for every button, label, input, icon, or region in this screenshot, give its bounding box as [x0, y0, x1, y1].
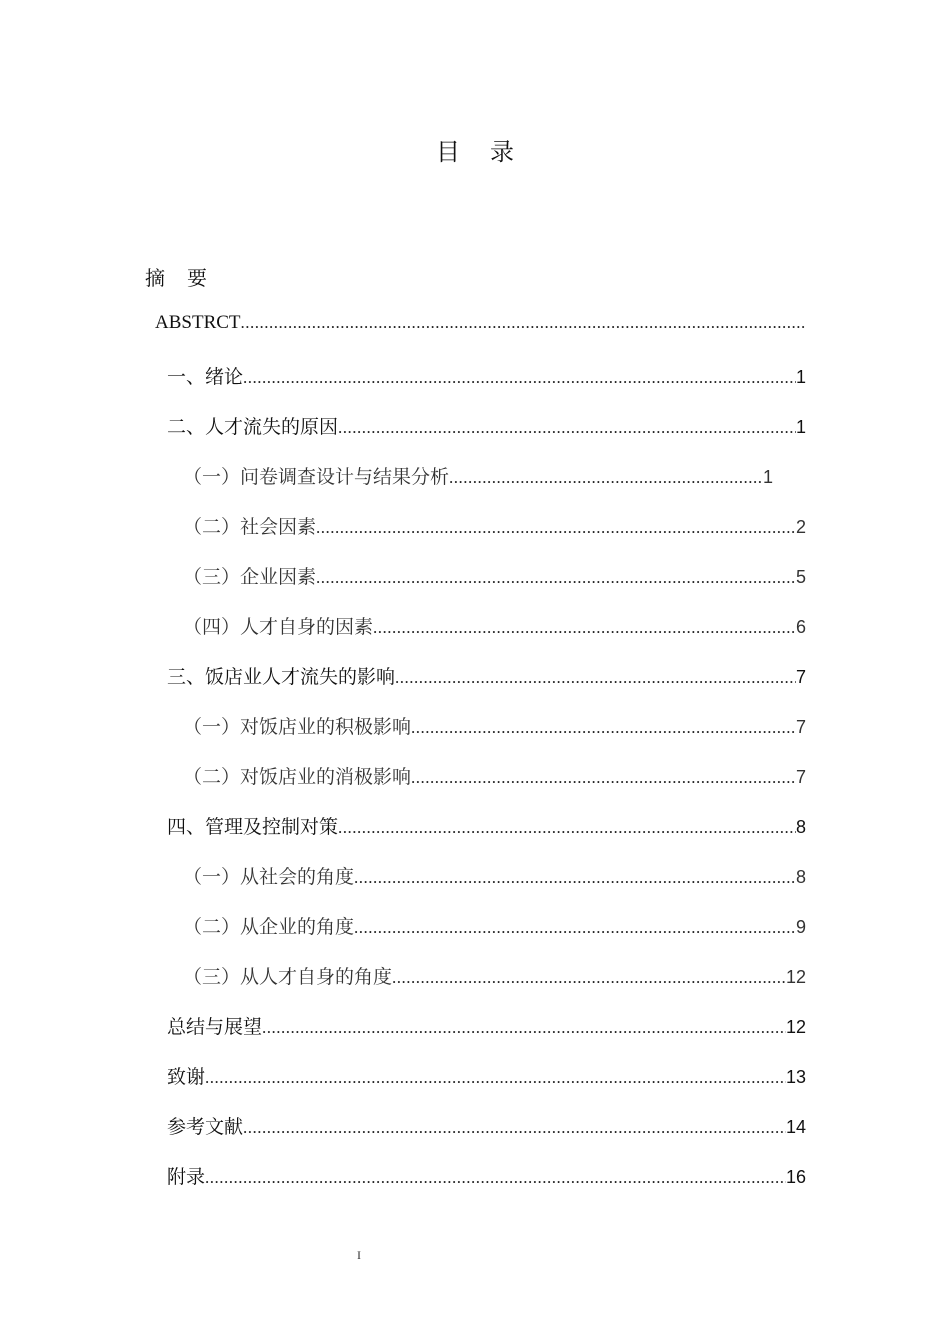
toc-entry-label: 二、人才流失的原因 [167, 416, 339, 438]
toc-leader-dots [411, 718, 796, 738]
toc-entry-page: 5 [795, 567, 806, 587]
toc-entry-impact[interactable] [167, 662, 806, 690]
toc-entry-label: （二）从企业的角度 [183, 916, 355, 938]
toc-abstract-cn-heading [145, 262, 207, 291]
abstract-char-1: 摘 [145, 266, 165, 290]
toc-leader-dots [373, 618, 796, 638]
toc-entry-page: 1 [795, 417, 806, 437]
toc-entry-summary[interactable] [167, 1012, 806, 1040]
toc-title-char-1: 目 [436, 138, 460, 166]
toc-entry-page: 9 [795, 917, 806, 937]
toc-entry-references[interactable] [167, 1112, 806, 1140]
abstract-char-2: 要 [187, 266, 207, 290]
toc-leader-dots [411, 768, 796, 788]
toc-leader-dots [243, 1118, 786, 1138]
toc-entry-personal-angle[interactable] [183, 962, 806, 990]
toc-entry-social-angle[interactable] [183, 862, 806, 890]
toc-leader-dots [243, 368, 796, 388]
toc-entry-appendix[interactable] [167, 1162, 806, 1190]
toc-leader-dots [316, 518, 796, 538]
toc-leader-dots [241, 313, 806, 333]
toc-entry-countermeasures[interactable] [167, 812, 806, 840]
toc-leader-dots [338, 818, 796, 838]
toc-entry-label: （一）对饭店业的积极影响 [183, 716, 412, 738]
toc-entry-label: （二）对饭店业的消极影响 [183, 766, 412, 788]
toc-entry-page: 7 [795, 667, 806, 687]
toc-entry-intro[interactable] [167, 362, 806, 390]
toc-entry-page: 6 [795, 617, 806, 637]
toc-leader-dots [316, 568, 796, 588]
toc-leader-dots [262, 1018, 786, 1038]
toc-entry-negative-impact[interactable] [183, 762, 806, 790]
toc-entry-page: 14 [785, 1117, 806, 1137]
toc-entry-page: 16 [785, 1167, 806, 1187]
toc-entry-social-factors[interactable] [183, 512, 806, 540]
toc-entry-enterprise-factors[interactable] [183, 562, 806, 590]
toc-leader-dots [392, 968, 786, 988]
toc-title [0, 132, 950, 167]
toc-entry-label: （二）社会因素 [183, 516, 317, 538]
toc-title-char-2: 录 [490, 138, 514, 166]
toc-entry-page: 1 [762, 467, 773, 487]
toc-leader-dots [449, 468, 763, 488]
page-number-footer: I [357, 1248, 361, 1262]
toc-leader-dots [354, 918, 796, 938]
toc-entry-page: 7 [795, 717, 806, 737]
toc-leader-dots [354, 868, 796, 888]
toc-entry-survey[interactable] [183, 462, 773, 490]
toc-entry-label: 四、管理及控制对策 [167, 816, 339, 838]
toc-entry-label: 附录 [167, 1166, 206, 1188]
toc-entry-page: 12 [785, 1017, 806, 1037]
toc-entry-page: 7 [795, 767, 806, 787]
toc-entry-label: 三、饭店业人才流失的影响 [167, 666, 396, 688]
toc-leader-dots [338, 418, 796, 438]
toc-entry-enterprise-angle[interactable] [183, 912, 806, 940]
toc-entry-label: （四）人才自身的因素 [183, 616, 374, 638]
toc-entry-label: ABSTRCT [155, 312, 241, 333]
toc-entry-page: 1 [795, 367, 806, 387]
toc-entry-acknowledgements[interactable] [167, 1062, 806, 1090]
toc-entry-label: （三）企业因素 [183, 566, 317, 588]
toc-entry-abstract-en[interactable] [155, 312, 806, 340]
toc-leader-dots [205, 1168, 786, 1188]
toc-entry-label: （一）从社会的角度 [183, 866, 355, 888]
toc-entry-page: 2 [795, 517, 806, 537]
toc-entry-causes[interactable] [167, 412, 806, 440]
toc-entry-personal-factors[interactable] [183, 612, 806, 640]
toc-entry-page: 8 [795, 817, 806, 837]
toc-entry-label: 参考文献 [167, 1116, 244, 1138]
toc-entry-page: 12 [785, 967, 806, 987]
toc-entry-label: 一、绪论 [167, 366, 244, 388]
toc-entry-label: 致谢 [167, 1066, 206, 1088]
toc-entry-label: （一）问卷调查设计与结果分析 [183, 466, 450, 488]
toc-leader-dots [205, 1068, 786, 1088]
toc-entry-page: 13 [785, 1067, 806, 1087]
toc-entry-positive-impact[interactable] [183, 712, 806, 740]
toc-entry-page: 8 [795, 867, 806, 887]
toc-entry-label: （三）从人才自身的角度 [183, 966, 393, 988]
toc-leader-dots [395, 668, 796, 688]
toc-entry-label: 总结与展望 [167, 1016, 263, 1038]
